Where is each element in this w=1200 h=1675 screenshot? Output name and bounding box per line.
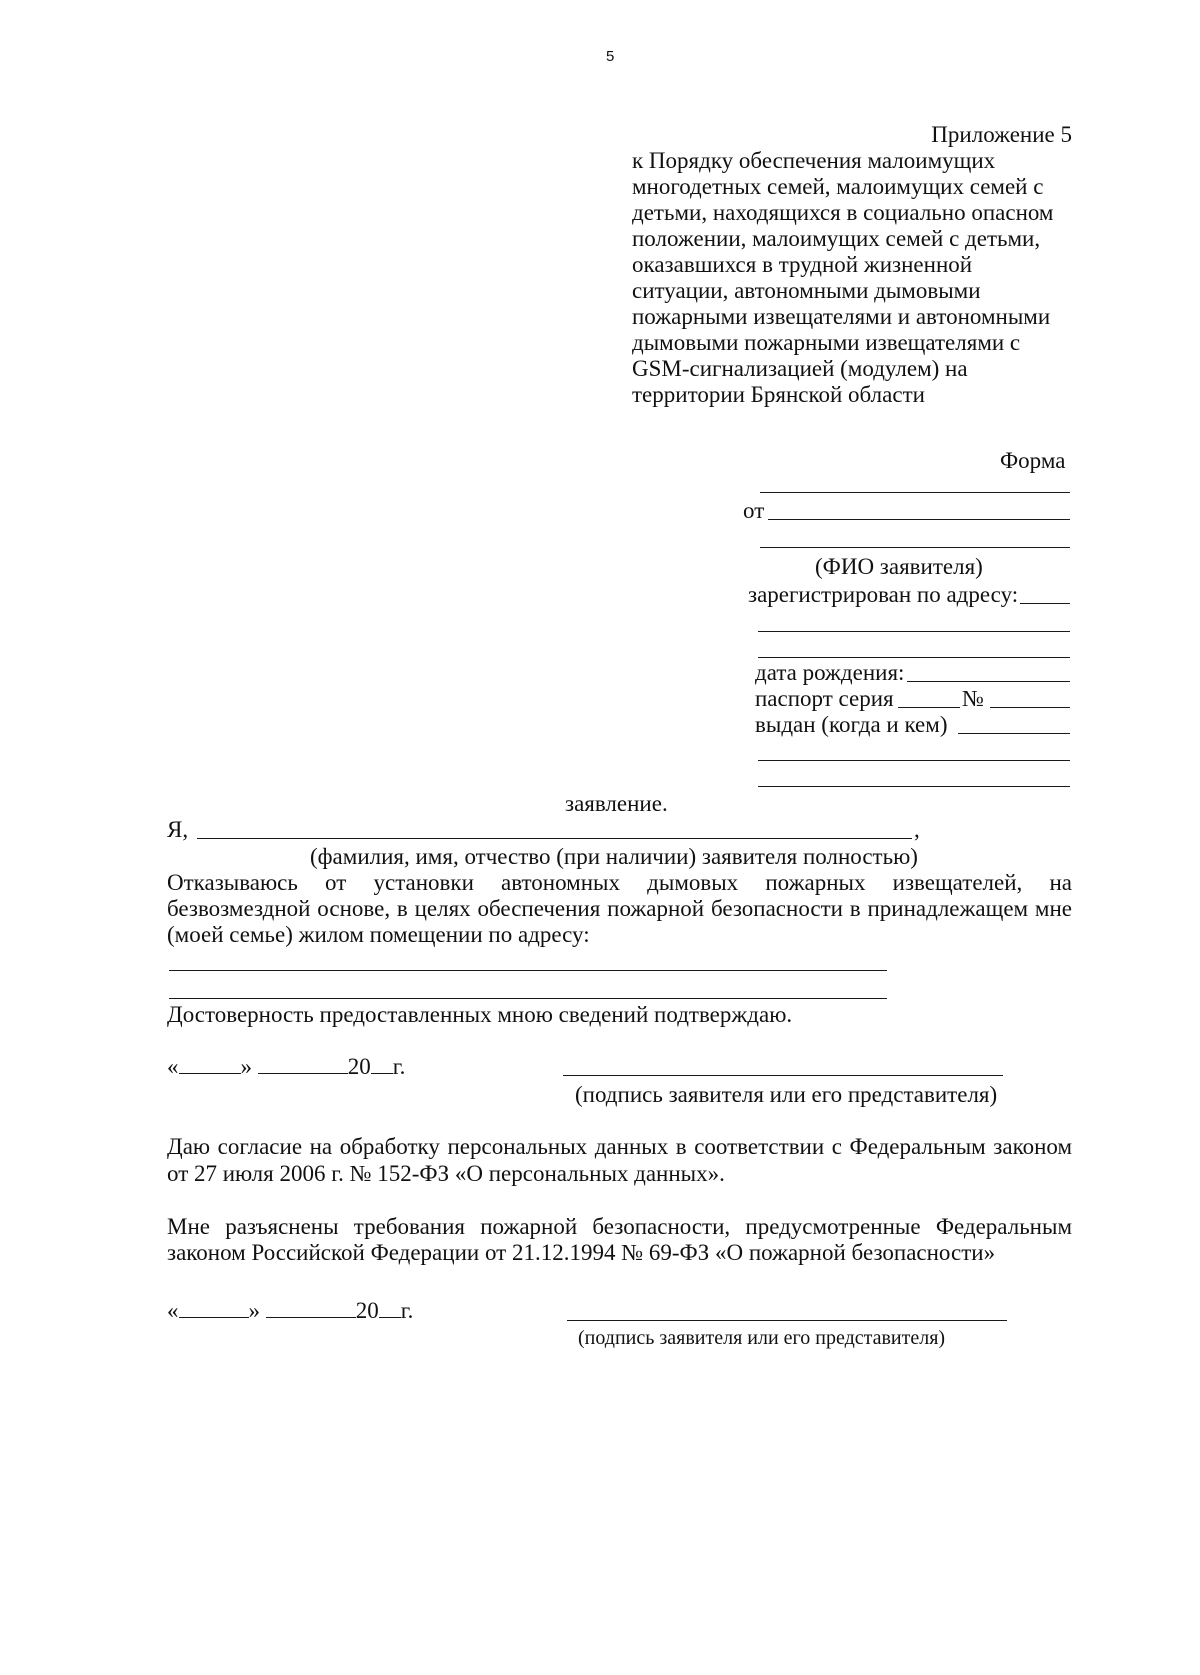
addressee-line[interactable] (760, 492, 1070, 493)
year-prefix: 20 (347, 1054, 371, 1079)
premises-address-line-2[interactable] (169, 998, 887, 999)
appendix-line: многодетных семей, малоимущих семей с (632, 174, 1044, 199)
appendix-title: Приложение 5 (931, 122, 1072, 147)
issued-line-1[interactable] (958, 733, 1070, 734)
refusal-line-1: Отказываюсь от установки автономных дымовых пожарных извещателей, на (167, 870, 1072, 895)
address-line-1[interactable] (1020, 603, 1070, 604)
issued-line-2[interactable] (758, 760, 1070, 761)
confirm-text: Достоверность предоставленных мною сведений подтверждаю. (167, 1002, 793, 1027)
year-suffix: г. (400, 1298, 414, 1323)
year-suffix: г. (392, 1054, 406, 1079)
name-caption: (фамилия, имя, отчество (при наличии) заявителя полностью) (310, 844, 918, 869)
consent-line-2: от 27 июля 2006 г. № 152-ФЗ «О персональных данных». (167, 1161, 725, 1186)
consent-line-1: Даю согласие на обработку персональных данных в соответствии с Федеральным законом (167, 1134, 1072, 1159)
address-line-2[interactable] (758, 631, 1070, 632)
from-label: от (743, 498, 765, 523)
page-number: 5 (606, 48, 615, 65)
passport-number-line[interactable] (990, 707, 1070, 708)
appendix-line: положении, малоимущих семей с детьми, (632, 226, 1041, 251)
date-day-field[interactable] (179, 1299, 249, 1318)
appendix-line: дымовыми пожарными извещателями с (632, 330, 1021, 355)
fio-line[interactable] (760, 547, 1070, 548)
signature-line-1[interactable] (563, 1075, 1003, 1076)
date-month-field[interactable] (258, 1055, 348, 1074)
refusal-line-3: (моей семье) жилом помещении по адресу: (167, 922, 590, 947)
fire-safety-line-1: Мне разъяснены требования пожарной безопасности, предусмотренные Федеральным (167, 1214, 1072, 1239)
signature-caption-2: (подпись заявителя или его представителя) (578, 1327, 946, 1349)
i-label: Я, (167, 817, 189, 842)
date-row-1 (167, 1054, 405, 1080)
date-row-2 (167, 1298, 413, 1324)
date-month-field[interactable] (266, 1299, 356, 1318)
date-open-quote: « (167, 1298, 179, 1323)
registered-label: зарегистрирован по адресу: (748, 582, 1019, 607)
statement-heading: заявление. (565, 791, 668, 816)
issued-label: выдан (когда и кем) (755, 712, 948, 737)
year-prefix: 20 (355, 1298, 379, 1323)
address-line-3[interactable] (758, 657, 1070, 658)
passport-series-line[interactable] (898, 707, 960, 708)
appendix-line: оказавшихся в трудной жизненной (632, 252, 973, 277)
date-close-quote: » (248, 1298, 260, 1323)
appendix-line: пожарными извещателями и автономными (632, 304, 1051, 329)
fire-safety-line-2: законом Российской Федерации от 21.12.1994 № 69-ФЗ «О пожарной безопасности» (167, 1240, 996, 1265)
from-name-line[interactable] (768, 519, 1070, 520)
signature-caption-1: (подпись заявителя или его представителя) (575, 1082, 998, 1107)
appendix-header (632, 122, 1072, 408)
appendix-line: GSM-сигнализацией (модулем) на (632, 356, 968, 381)
appendix-line: ситуации, автономными дымовыми (632, 278, 981, 303)
appendix-description (632, 148, 1072, 408)
date-year-field[interactable] (379, 1299, 401, 1318)
birth-date-line[interactable] (907, 681, 1070, 682)
appendix-line: территории Брянской области (632, 382, 925, 407)
date-close-quote: » (240, 1054, 252, 1079)
issued-line-3[interactable] (758, 786, 1070, 787)
applicant-name-line[interactable] (197, 838, 912, 839)
appendix-line: детьми, находящихся в социально опасном (632, 200, 1054, 225)
date-open-quote: « (167, 1054, 179, 1079)
date-day-field[interactable] (179, 1055, 241, 1074)
refusal-line-2: безвозмездной основе, в целях обеспечения пожарной безопасности в принадлежащем мне (167, 896, 1072, 921)
form-label: Форма (1000, 448, 1066, 473)
fio-caption: (ФИО заявителя) (815, 554, 983, 579)
passport-number-label: № (962, 686, 984, 711)
signature-line-2[interactable] (567, 1320, 1007, 1321)
birth-label: дата рождения: (755, 660, 905, 685)
date-year-field[interactable] (371, 1055, 393, 1074)
passport-series-label: паспорт серия (755, 686, 894, 711)
appendix-line: к Порядку обеспечения малоимущих (632, 148, 996, 173)
i-comma: , (914, 817, 920, 842)
premises-address-line-1[interactable] (169, 970, 887, 971)
